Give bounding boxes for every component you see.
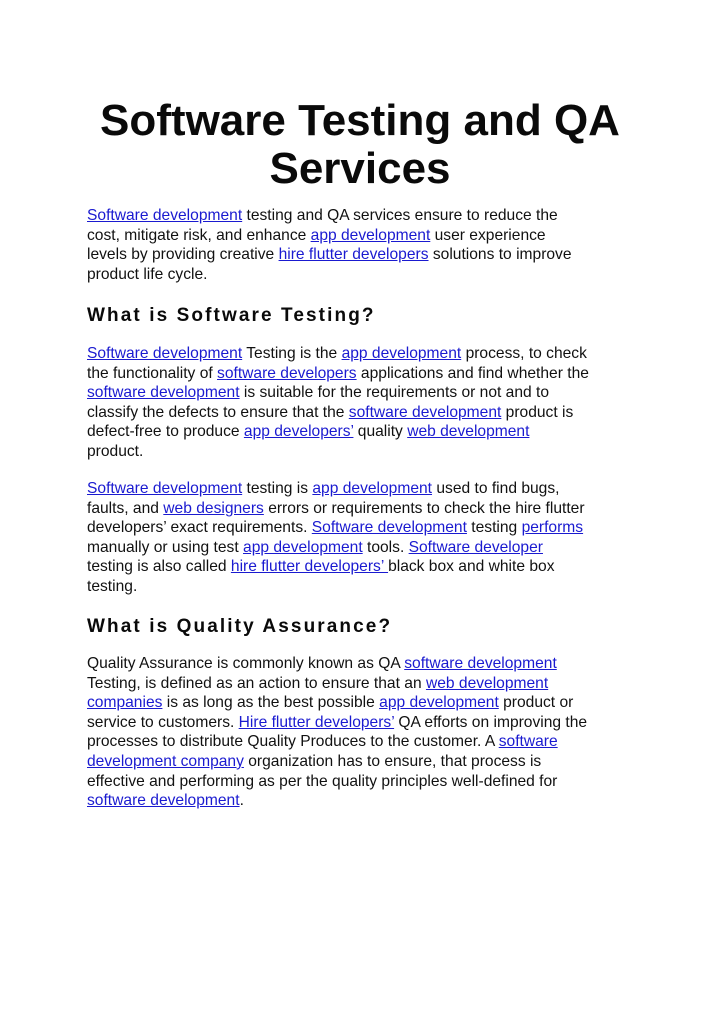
text-line [87,226,572,246]
inline-link[interactable]: web development [425,674,549,692]
text-span: the functionality of [87,364,218,382]
title-line: Software Testing and QA [100,96,620,145]
inline-link[interactable]: Software development [87,345,243,362]
text-span: applications and find whether the [356,364,589,382]
text-line [87,422,589,442]
text-span: user experience [430,226,546,244]
text-span: tools. [362,538,409,556]
text-span: used to find bugs, [432,480,560,497]
text-line [87,713,587,733]
text-span: Testing, is defined as an action to ensure that an [87,674,426,692]
inline-link[interactable]: app development [379,694,499,712]
text-line [87,538,585,558]
inline-link[interactable]: software [498,733,558,751]
title-line: Services [269,144,451,193]
text-span: Testing is the [242,345,342,362]
text-span: product is [501,403,574,421]
text-span: testing. [87,577,138,595]
text-line [87,693,587,713]
text-line [87,383,589,403]
text-line [87,557,585,577]
text-span: is as long as the best possible [162,694,380,712]
text-span: service to customers. [87,713,239,731]
inline-link[interactable]: Software development [311,519,467,537]
text-span: processes to distribute Quality Produces to the customer. A [87,733,499,751]
inline-link[interactable]: software development [87,384,240,402]
text-span: process, to check [461,345,587,362]
text-line [87,791,587,811]
text-span: effective and performing as per the quality principles well-defined for [87,772,558,790]
inline-link[interactable]: software development [87,792,240,810]
text-span: is suitable for the requirements or not and to [239,384,550,402]
text-span: product life cycle. [87,265,208,283]
text-span: quality [353,423,408,441]
text-line [87,752,587,772]
inline-link[interactable]: app development [243,538,363,556]
intro-paragraph [87,206,572,284]
text-line [87,206,572,226]
inline-link[interactable]: software development [348,403,502,421]
text-line [87,344,589,364]
inline-link[interactable]: app development [312,480,433,497]
text-span: developers’ exact requirements. [87,519,312,537]
text-span: defect-free to produce [87,423,244,441]
inline-link[interactable]: Hire flutter developers’ [238,713,395,731]
inline-link[interactable]: companies [87,694,163,712]
text-span: product. [87,442,144,460]
text-span: testing is also called [87,558,231,576]
text-span: testing [466,519,522,537]
text-span: black box and white box [388,558,555,576]
text-span: QA efforts on improving the [394,713,588,731]
text-span: testing and QA services ensure to reduce the [242,207,558,224]
text-span: . [239,792,244,810]
text-span: cost, mitigate risk, and enhance [87,226,311,244]
text-line [87,442,589,462]
text-line [87,403,589,423]
text-line [87,499,585,519]
text-line [87,654,587,674]
text-span: Quality Assurance is commonly known as QA [87,655,405,672]
inline-link[interactable]: hire flutter developers’ [230,558,389,576]
inline-link[interactable]: software development [404,655,557,672]
software-testing-paragraph-2 [87,479,585,597]
text-line [87,245,572,265]
text-span: manually or using test [87,538,244,556]
quality-assurance-paragraph [87,654,587,811]
inline-link[interactable]: performs [521,519,584,537]
software-testing-paragraph-1 [87,344,589,462]
inline-link[interactable]: software developers [217,364,357,382]
inline-link[interactable]: app development [341,345,462,362]
heading-quality-assurance: What is Quality Assurance? [87,616,393,637]
text-line [87,518,585,538]
text-line [87,265,572,285]
text-span: classify the defects to ensure that the [87,403,349,421]
text-line [87,364,589,384]
inline-link[interactable]: hire flutter developers [278,246,429,264]
text-line [87,479,585,499]
text-span: testing is [242,480,313,497]
text-line [87,772,587,792]
inline-link[interactable]: app development [310,226,431,244]
heading-software-testing: What is Software Testing? [87,305,376,326]
text-span: faults, and [87,499,164,517]
text-span: levels by providing creative [87,246,279,264]
inline-link[interactable]: Software development [87,207,243,224]
inline-link[interactable]: Software developer [408,538,543,556]
text-span: solutions to improve [428,246,572,264]
inline-link[interactable]: web development [407,423,530,441]
inline-link[interactable]: app developers’ [243,423,354,441]
inline-link[interactable]: development company [87,752,244,770]
text-line [87,732,587,752]
text-span: organization has to ensure, that process is [243,752,542,770]
text-span: product or [498,694,574,712]
text-span: errors or requirements to check the hire flutter [263,499,585,517]
text-line [87,674,587,694]
page-title [0,97,720,193]
text-line [87,577,585,597]
inline-link[interactable]: Software development [87,480,243,497]
inline-link[interactable]: web designers [163,499,264,517]
